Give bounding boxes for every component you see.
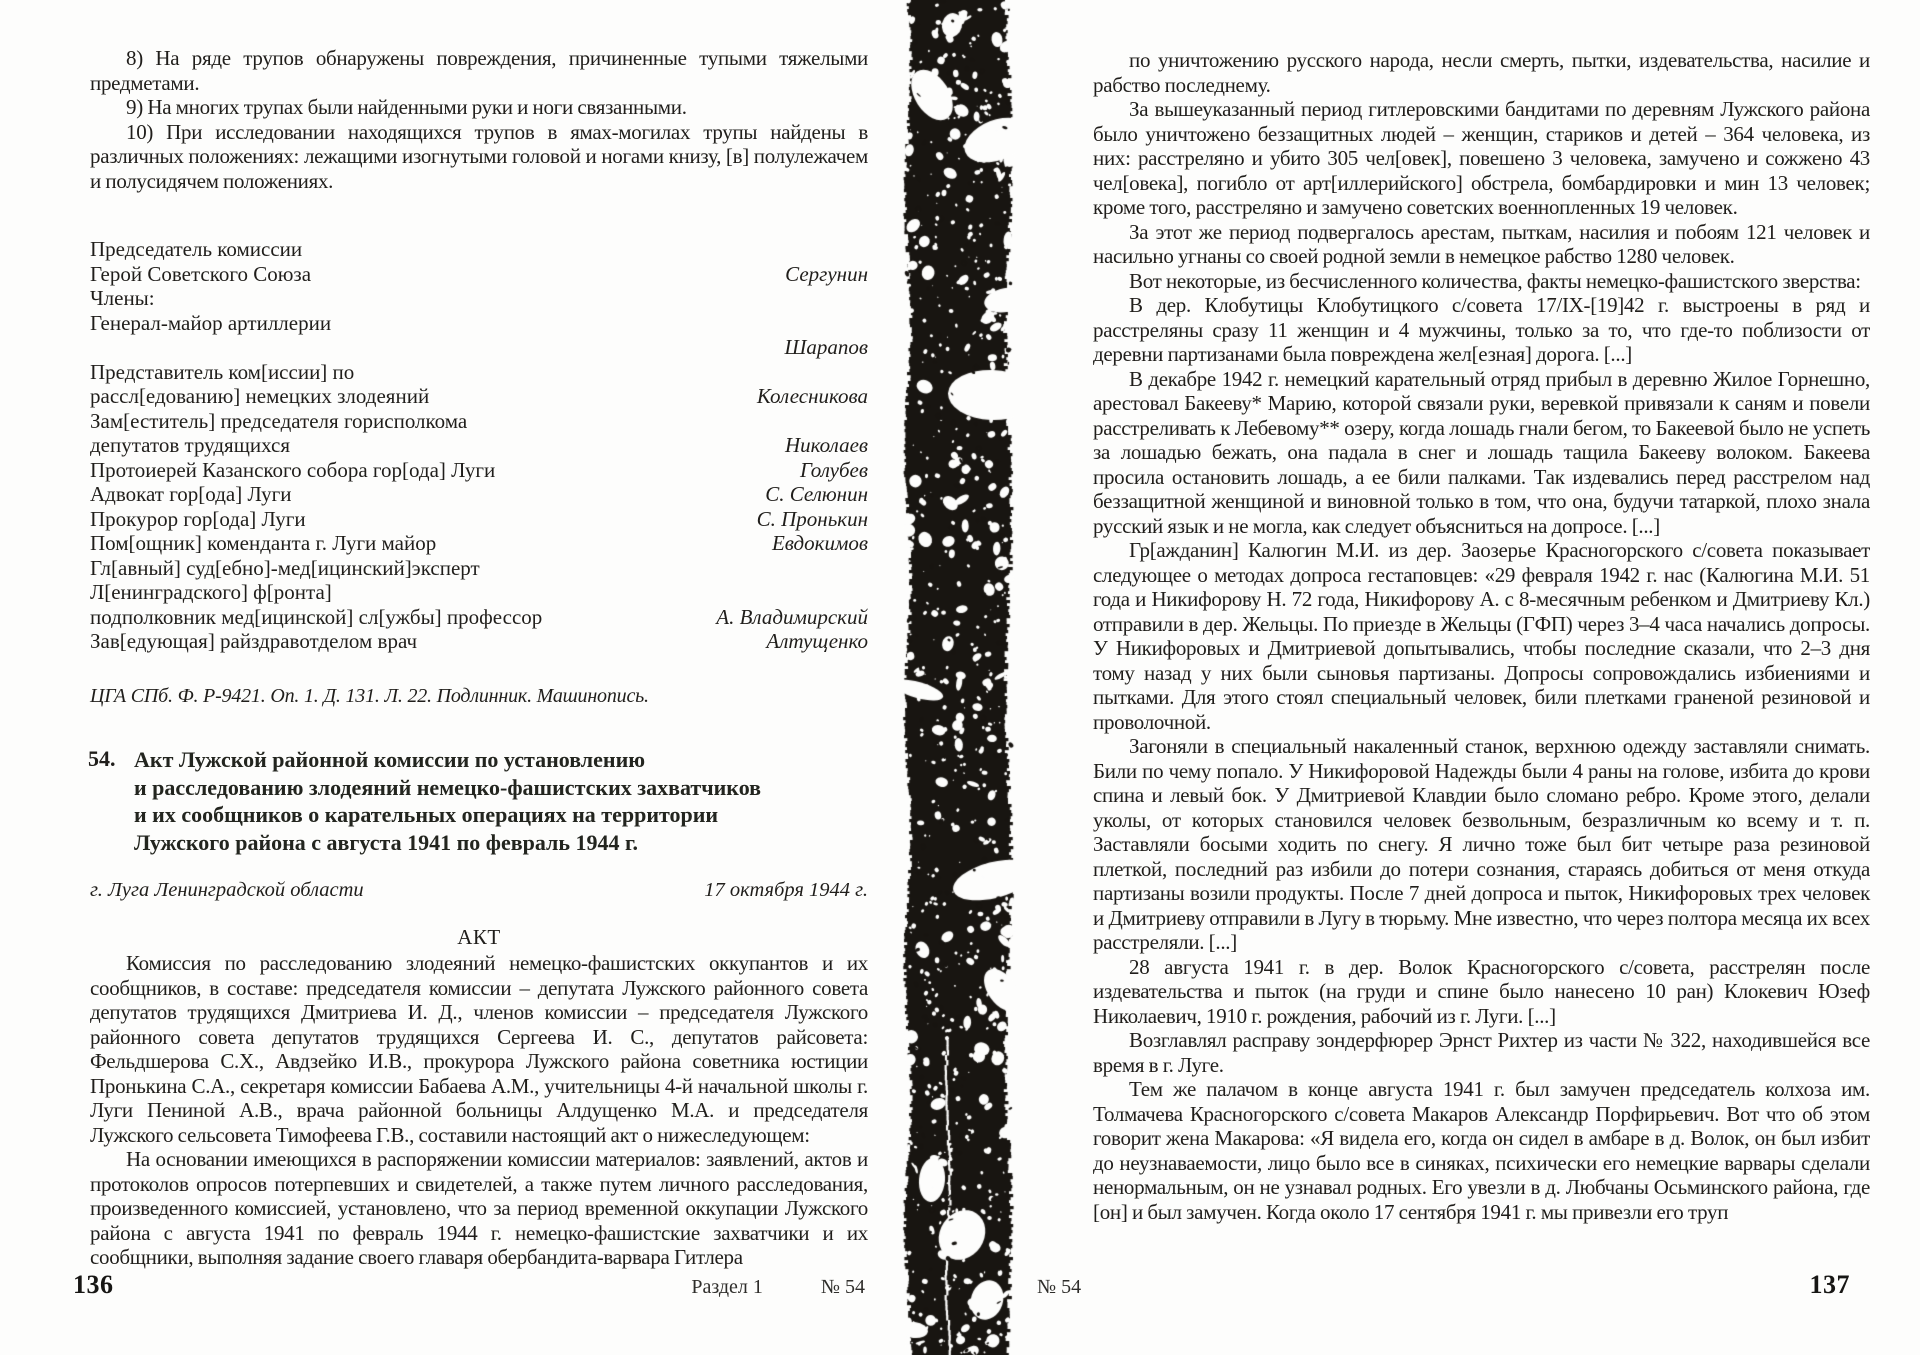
paragraph: В дер. Клобутицы Клобутицкого с/совета 17/IX-[19]42 г. выстроены в ряд и расстреляны сразу 11 женщин и 4 мужчины, только за то, что где-то поблизости от деревни партизанами была повреждена жел[езная] дорога. [...] bbox=[1093, 293, 1870, 366]
signature-role: рассл[едованию] немецких злодеяний bbox=[90, 384, 430, 408]
signature-name: А. Владимирский bbox=[716, 604, 868, 629]
signature-role: Герой Советского Союза bbox=[90, 261, 312, 286]
signature-name: Алтущенко bbox=[766, 629, 868, 653]
signature-block bbox=[90, 237, 868, 654]
paragraph: Возглавлял расправу зондерфюрер Эрнст Рихтер из части № 322, находившейся все время в г. Луге. bbox=[1093, 1028, 1870, 1077]
paragraph: За вышеуказанный период гитлеровскими бандитами по деревням Лужского района было уничтожено беззащитных людей – женщин, стариков и детей – 364 человека, из них: расстреляно и убито 305 чел[овек], повешено 3 человека, замучено и сожжено 43 чел[овека], погибло от арт[иллерийского] обстрела, бомбардировки и мин 13 человек; кроме того, расстреляно и замучено советских военнопленных 19 человек. bbox=[1093, 97, 1870, 219]
paragraph: За этот же период подвергалось арестам, пыткам, насилия и побоям 121 человек и насильно угнаны со своей родной земли в немецкое рабство 1280 человек. bbox=[1093, 219, 1870, 268]
paragraph: На основании имеющихся в распоряжении комиссии материалов: заявлений, актов и протоколов опросов потерпевших и свидетелей, а также путем личного расследования, произведенного комиссией, установлено, что за период временной оккупации Лужского района с августа 1941 по февраль 1944 г. немецко-фашистские захватчики и их сообщники, выполняя задание своего главаря обербандита-варвара Гитлера bbox=[90, 1147, 868, 1269]
signature-row bbox=[90, 605, 868, 630]
signature-name: Колесникова bbox=[756, 384, 868, 408]
paragraph: 8) На ряде трупов обнаружены повреждения, причиненные тупыми тяжелыми предметами. bbox=[90, 46, 868, 95]
paragraph: Вот некоторые, из бесчисленного количества, факты немецко-фашистского зверства: bbox=[1129, 268, 1861, 293]
signature-role: Адвокат гор[ода] Луги bbox=[90, 482, 292, 506]
signature-role: Л[енинградского] ф[ронта] bbox=[90, 580, 332, 604]
signature-name: Голубев bbox=[799, 457, 868, 482]
left-page-top-paragraphs bbox=[90, 46, 868, 193]
signature-name: Николаев bbox=[784, 433, 868, 457]
paragraph: 9) На многих трупах были найденными руки и ноги связанными. bbox=[126, 95, 687, 119]
paragraph: 28 августа 1941 г. в дер. Волок Красногорского с/совета, расстрелян после издевательства и пыток (на груди и спине было нанесено 10 ран) Клокевич Юзеф Николаевич, 1910 г. рождения, рабочий из г. Луги. [...] bbox=[1093, 954, 1870, 1028]
signature-row bbox=[90, 335, 868, 360]
signature-row bbox=[90, 409, 868, 434]
signature-name: С. Селюнин bbox=[765, 482, 868, 506]
right-page-footer bbox=[1037, 1270, 1850, 1300]
signature-row bbox=[90, 237, 868, 262]
signature-role: Члены: bbox=[90, 286, 155, 310]
act-body bbox=[90, 951, 868, 1270]
signature-name: Евдокимов bbox=[771, 531, 868, 555]
dateline bbox=[90, 878, 868, 903]
document-title-line: и расследованию злодеяний немецко-фашистских захватчиков bbox=[134, 774, 762, 800]
paragraph: Загоняли в специальный накаленный станок, верхнюю одежду заставляли снимать. Били по чему попало. У Никифоровой Надежды были 4 раны на голове, избита до крови спина и левый бок. У Дмитриевой Клавдии было сломано ребро. Кроме этого, делали уколы, от которых становился человек безвольным, безразличным ко всему и т. п. Заставляли босыми ходить по снегу. Я лично тоже был бит четыре раза резиновой плеткой, последний раз избили до потери сознания, стараясь добиться от меня откуда партизаны возили продукты. После 7 дней допроса и пыток, Никифоровых трех человек и Дмитриеву отправили в Лугу в тюрьму. Мне известно, что через полтора месяца их всех расстреляли. [...] bbox=[1093, 734, 1870, 954]
signature-row bbox=[90, 458, 868, 483]
gutter-ink-stain bbox=[902, 0, 1016, 1355]
signature-role: Гл[авный] суд[ебно]-мед[ицинский]эксперт bbox=[90, 555, 480, 580]
document-title-line: и их сообщников о карательных операциях на территории bbox=[134, 802, 719, 827]
signature-row bbox=[90, 384, 868, 409]
signature-row bbox=[90, 286, 868, 311]
document-heading bbox=[90, 746, 868, 856]
signature-role: подполковник мед[ицинской] сл[ужбы] профессор bbox=[90, 604, 543, 629]
signature-row bbox=[90, 531, 868, 556]
page-number: 136 bbox=[73, 1270, 114, 1299]
place-label: г. Луга Ленинградской области bbox=[90, 879, 364, 901]
page-number: 137 bbox=[1809, 1270, 1850, 1299]
signature-row bbox=[90, 360, 868, 385]
document-title bbox=[134, 746, 868, 856]
document-title-line: Лужского района с августа 1941 по февраль 1944 г. bbox=[134, 829, 639, 855]
document-number: 54. bbox=[88, 746, 116, 771]
signature-role: Пом[ощник] коменданта г. Луги майор bbox=[90, 531, 437, 555]
signature-name: Сергунин bbox=[785, 261, 868, 286]
signature-row bbox=[90, 433, 868, 458]
archive-citation: ЦГА СПб. Ф. Р-9421. Оп. 1. Д. 131. Л. 22. Подлинник. Машинопись. bbox=[90, 684, 649, 707]
document-title-line: Акт Лужской районной комиссии по установлению bbox=[134, 747, 646, 772]
signature-row bbox=[90, 482, 868, 507]
signature-row bbox=[90, 580, 868, 605]
signature-row bbox=[90, 507, 868, 532]
right-page bbox=[1093, 48, 1870, 1224]
running-footer bbox=[691, 1276, 865, 1299]
signature-name: Шарапов bbox=[784, 335, 868, 359]
signature-role: Представитель ком[иссии] по bbox=[90, 359, 355, 384]
paragraph: Гр[ажданин] Калюгин М.И. из дер. Заозерье Красногорского с/совета показывает следующее о методах допроса гестаповцев: «29 февраля 1942 г. нас (Калюгина М.И. 51 года и Никифорову Н. 72 года, Никифорову А. с 8-месячным ребенком и Дмитриеву Кл.) отправили в дер. Жельцы. По приезде в Жельцы (ГФП) через 3–4 часа начались допросы. У Никифоровых и Дмитриевой допытывались, чтобы последние сказали, что 2–3 дня тому назад у них были сыновья партизаны. Допросы сопровождались избиениями и пытками. Для этого стоял специальный человек, били плетками граненой резиновой и проволочной. bbox=[1093, 538, 1870, 734]
paragraph: Комиссия по расследованию злодеяний немецко-фашистских оккупантов и их сообщников, в составе: председателя комиссии – депутата Лужского районного совета депутатов трудящихся Дмитриева И. Д., членов комиссии – председателя Лужского районного совета депутатов трудящихся Сергеева И. С., депутатов райсовета: Фельдшерова С.Х., Авдзейко И.В., прокурора Лужского района советника юстиции Пронькина С.А., секретаря комиссии Бабаева А.М., учительницы 4-й начальной школы г. Луги Пениной А.В., врача районной больницы Алдущенко М.А. и председателя Лужского сельсовета Тимофеева Г.В., составили настоящий акт о нижеследующем: bbox=[90, 951, 868, 1147]
paragraph: по уничтожению русского народа, несли смерть, пытки, издевательства, насилие и рабство последнему. bbox=[1093, 48, 1870, 97]
signature-role: Зав[едующая] райздравотделом врач bbox=[90, 629, 418, 653]
act-heading: АКТ bbox=[457, 924, 501, 949]
doc-ref-label: № 54 bbox=[820, 1276, 865, 1298]
doc-ref-label: № 54 bbox=[1037, 1276, 1082, 1298]
left-page-footer bbox=[73, 1270, 865, 1300]
signature-role: Прокурор гор[ода] Луги bbox=[90, 506, 306, 531]
signature-role: депутатов трудящихся bbox=[90, 433, 290, 457]
signature-role: Зам[еститель] председателя горисполкома bbox=[90, 408, 468, 433]
signature-row bbox=[90, 262, 868, 287]
signature-row bbox=[90, 311, 868, 336]
right-page-paragraphs bbox=[1093, 48, 1870, 1224]
section-label: Раздел 1 bbox=[691, 1276, 763, 1298]
signature-row bbox=[90, 556, 868, 581]
paragraph: В декабре 1942 г. немецкий карательный отряд прибыл в деревню Жилое Горнешно, арестовал Бакееву* Марию, которой связали руки, веревкой привязали к саням и повели расстреливать к Лебевому** озеру, когда лошадь гнали бегом, то Бакеевой было не успеть за лошадью бежать, она падала в снег и лошадь тащила Бакееву волоком. Бакеева просила остановить лошадь, а ее били палками. Так издевались перед расстрелом над беззащитной женщиной и виновной только в том, что она, будучи татаркой, плохо знала русский язык и не могла, как следует объясниться на допросе. [...] bbox=[1093, 366, 1870, 538]
signature-name: С. Пронькин bbox=[756, 506, 868, 531]
date-label: 17 октября 1944 г. bbox=[704, 879, 868, 901]
signature-row bbox=[90, 629, 868, 654]
signature-role: Протоиерей Казанского собора гор[ода] Луги bbox=[90, 457, 496, 482]
signature-role: Председатель комиссии bbox=[90, 237, 303, 261]
paragraph: Тем же палачом в конце августа 1941 г. был замучен председатель колхоза им. Толмачева Красногорского с/совета Макаров Александр Порфирьевич. Вот что об этом говорит жена Макарова: «Я видела его, когда он сидел в амбаре в д. Волок, он был избит до неузнаваемости, лицо было все в синяках, психически его немецкие варвары сделали ненормальным, он не узнавал родных. Его увезли в д. Любчаны Осьминского района, где [он] и был замучен. Когда около 17 сентября 1941 г. мы привезли его труп bbox=[1093, 1077, 1870, 1224]
signature-role: Генерал-майор артиллерии bbox=[90, 310, 332, 335]
left-page bbox=[90, 46, 868, 1270]
paragraph: 10) При исследовании находящихся трупов в ямах-могилах трупы найдены в различных положениях: лежащими изогнутыми головой и ногами книзу, [в] полулежачем и полусидячем положениях. bbox=[90, 119, 868, 193]
